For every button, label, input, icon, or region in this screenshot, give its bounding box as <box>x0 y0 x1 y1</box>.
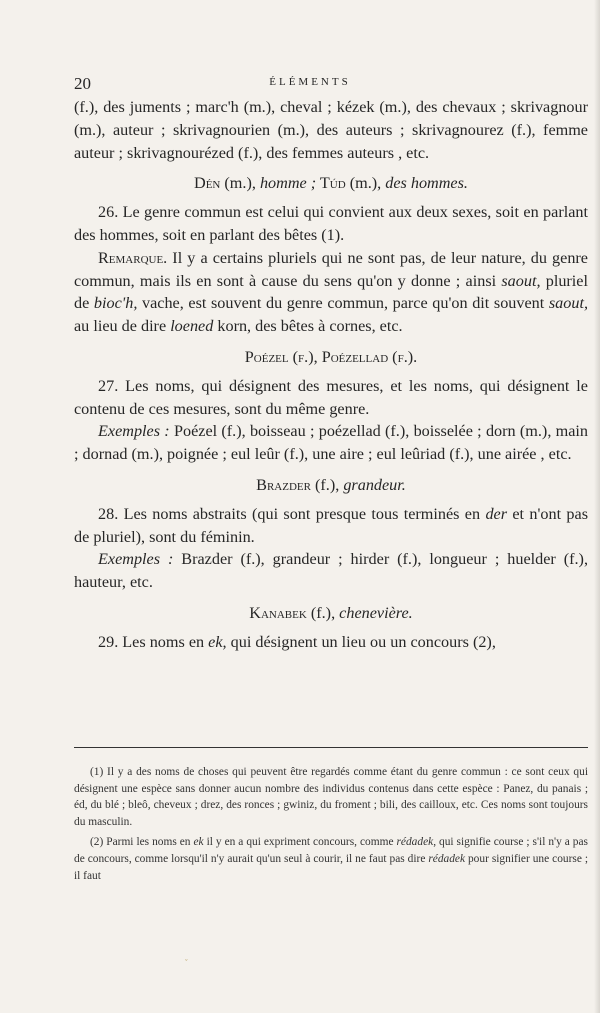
remarque: Remarque. Il y a certains pluriels qui ne sont pas, de leur nature, du genre commun, mais ils en sont à cause du sens qu'on y donne ; ainsi saout, pluriel de bioc'h, vache, est souvent du genre commun, parce qu'on dit souvent saout, au lieu de dire loened korn, des bêtes à cornes, etc. <box>74 248 589 336</box>
page-edge <box>594 0 600 1013</box>
remarque-label: Remarque. <box>98 248 168 267</box>
paragraph-continuation: (f.), des juments ; marc'h (m.), cheval ; kézek (m.), des chevaux ; skrivagnour (m.), auteur ; skrivagnourien (m.), des auteurs ; skrivagnourez (f.), femme auteur ; skrivagnourézed (f.), des femmes auteurs , etc. <box>74 98 588 162</box>
example-den: Dén (m.), homme ; Túd (m.), des hommes. <box>194 174 468 193</box>
print-speck-mark: ˇ <box>185 958 188 967</box>
footnote-1: (1) Il y a des noms de choses qui peuvent être regardés comme étant du genre commun : ce sont ceux qui désignent une espèce sans donner aucun nombre des individus contenus dans cette espèce : Panez, du panais ; éd, du blé ; bleô, cheveux ; drez, des ronces ; gwiniz, du froment ; bili, des cailloux, etc. Ces noms sont toujours du masculin. <box>74 766 588 828</box>
example-brazder: Brazder (f.), grandeur. <box>256 475 406 494</box>
example-kanabek: Kanabek (f.), chenevière. <box>249 603 413 622</box>
page-header <box>74 74 546 94</box>
main-text <box>74 96 588 654</box>
paragraph-27: 27. Les noms, qui désignent des mesures, et les noms, qui désignent le contenu de ces mesures, sont du même genre. <box>74 376 588 418</box>
footnote-2: (2) Parmi les noms en ek il y en a qui expriment concours, comme rédadek, qui signifie course ; s'il n'y a pas de concours, comme lorsqu'il n'y aurait qu'un seul à courir, il ne faut pas dire rédadek pour signifier une course ; il faut <box>74 836 588 882</box>
paragraph-29: 29. Les noms en ek, qui désignent un lieu ou un concours (2), <box>98 632 496 651</box>
examples-27: Exemples : Poézel (f.), boisseau ; poézellad (f.), boisselée ; dorn (m.), main ; dornad (m.), poignée ; eul leûr (f.), une aire ; eul leûriad (f.), une airée , etc. <box>74 422 589 464</box>
footnote-divider <box>74 747 588 748</box>
running-title: ÉLÉMENTS <box>269 76 351 88</box>
footnotes <box>74 764 588 888</box>
paragraph-26: 26. Le genre commun est celui qui convient aux deux sexes, soit en parlant des hommes, soit en parlant des bêtes (1). <box>74 203 588 244</box>
paragraph-28: 28. Les noms abstraits (qui sont presque tous terminés en der et n'ont pas de pluriel), sont du féminin. <box>74 504 588 546</box>
example-poezel: Poézel (f.), Poézellad (f.). <box>244 347 418 366</box>
page-number: 20 <box>74 74 91 93</box>
examples-28: Exemples : Brazder (f.), grandeur ; hirder (f.), longueur ; huelder (f.), hauteur, etc. <box>74 550 588 592</box>
